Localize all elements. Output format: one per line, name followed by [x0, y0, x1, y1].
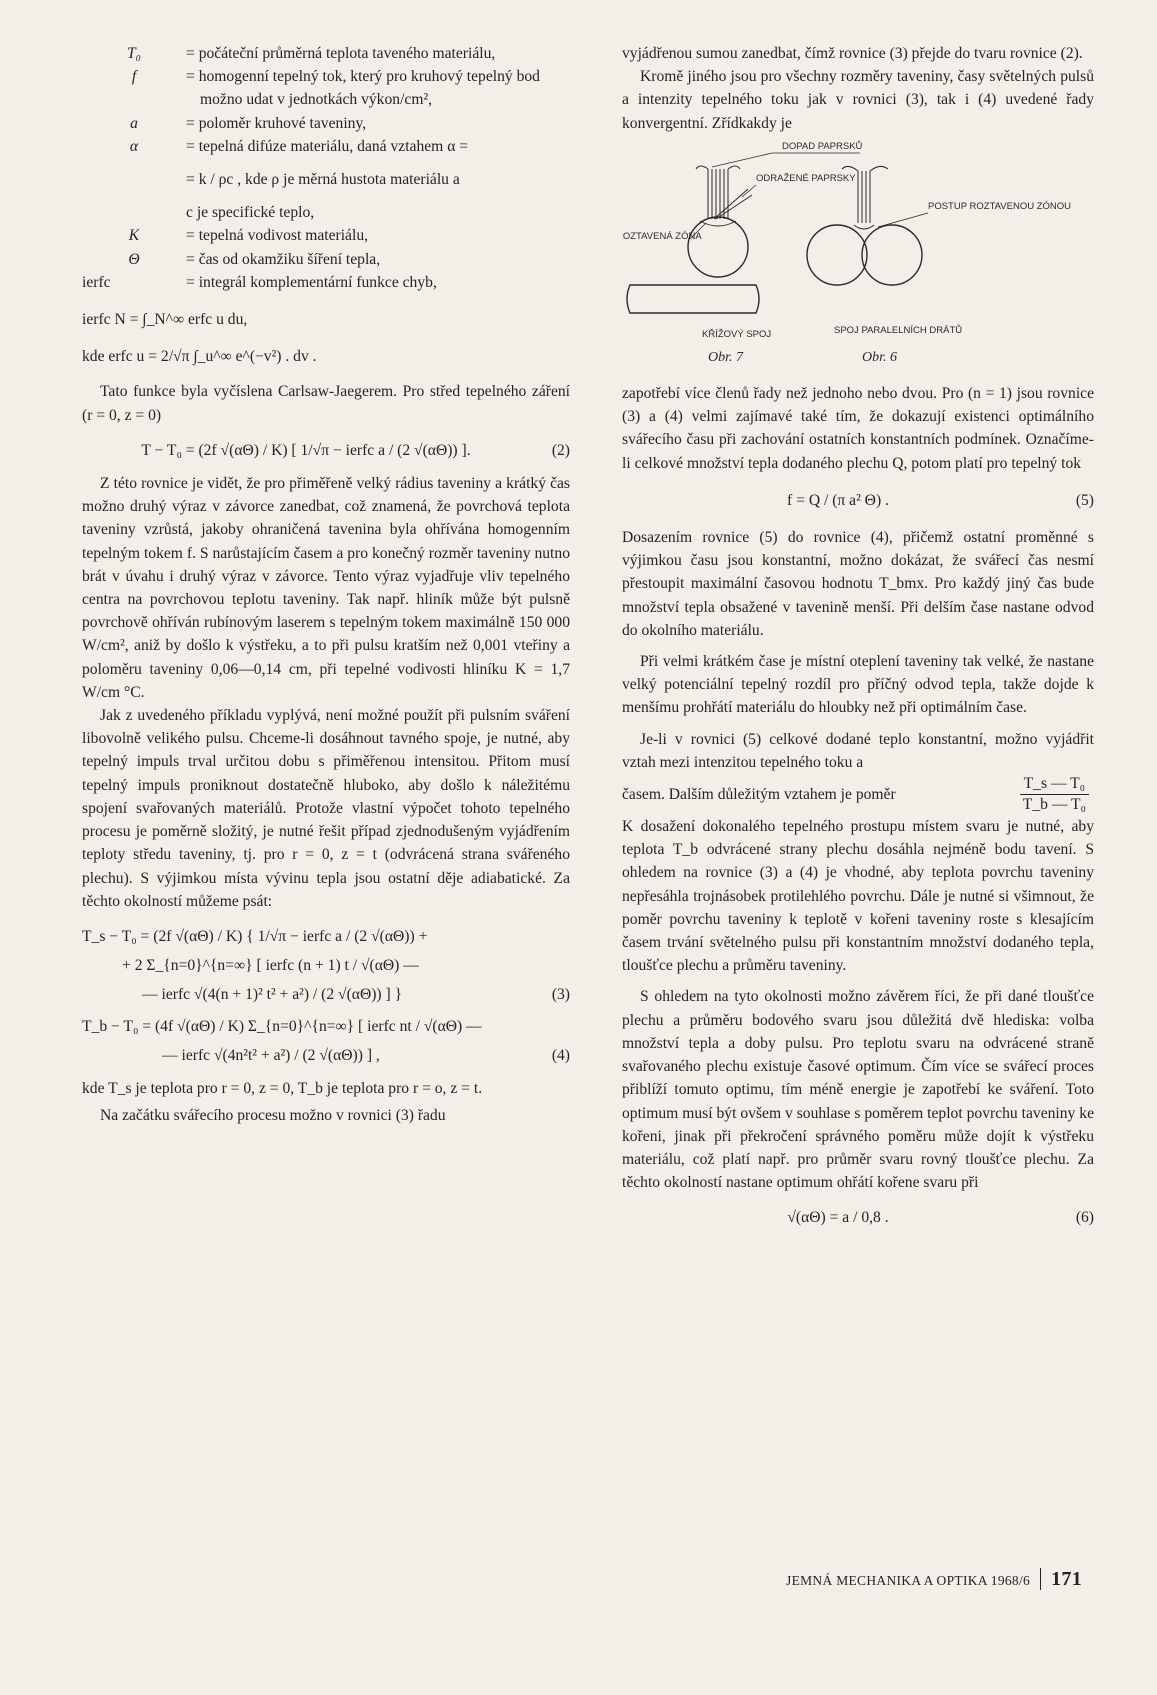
leader-postup — [878, 213, 928, 227]
definition-symbol — [82, 201, 186, 224]
definition-row — [82, 135, 570, 158]
right-column — [622, 42, 1094, 1230]
equation-4 — [82, 1015, 570, 1067]
paragraph-zapotrebi: zapotřebí více členů řady než jednoho nebo dvou. Pro (n = 1) jsou rovnice (3) a (4) velmi zajímavé také tím, že dokazují existenci optimálního svářecího času při zachování ostatních konstantních podmínek. Označíme-li celkové množství tepla dodaného plechu Q, potom platí pro tepelný tok — [622, 385, 1094, 472]
equation-5 — [622, 489, 1094, 512]
page-number: 171 — [1040, 1568, 1082, 1590]
paragraph-vyjadrenou-sumou: vyjádřenou sumou zanedbat, čímž rovnice (3) přejde do tvaru rovnice (2). — [622, 45, 1083, 62]
equation-3-line-1: T_s − T₀ = (2f √(αΘ) / K) { 1/√π − ierfc a / (2 √(αΘ)) + — [82, 927, 428, 945]
wire-left-section — [807, 225, 867, 285]
figure-cross-joint — [622, 166, 771, 365]
paragraph-jak-z-uvedeneho: Jak z uvedeného příkladu vyplývá, není možné použít při pulsním sváření libovolně velikého pulsu. Chceme-li dosáhnout tavného spoje, je nutné, aby tepelný impuls trval určitou dobu s přiměřenou intensitou. Přitom musí tepelný impuls proniknout dostatečně hluboko, aby došlo k náležitému spojení svařovaných materiálů. Protože vlastní výpočet tohoto tepelného procesu je poměrně složitý, je nutné řešit případ zjednodušeným vyjádřením teploty středu taveniny, tj. pro r = 0, z = t (odvrácená strana svářeného plechu). S výjimkou místa vývinu tepla jsou ostatní děje adiabatické. Za těchto okolností můžeme psát: — [82, 707, 570, 910]
equation-6-number: (6) — [1075, 1209, 1094, 1227]
paragraph-tato-funkce: Tato funkce byla vyčíslena Carlsaw-Jaegerem. Pro střed tepelného záření (r = 0, z = 0) — [82, 383, 570, 424]
equation-4-line-2: — ierfc √(4n²t² + a²) / (2 √(αΘ)) ] , — [162, 1046, 380, 1064]
definition-symbol: a — [130, 114, 138, 132]
equation-3-line — [82, 954, 570, 977]
paragraph-na-zacatku: Na začátku svářecího procesu možno v rovnici (3) řadu — [100, 1107, 446, 1125]
definition-row — [82, 168, 570, 191]
horizontal-wire — [627, 285, 759, 313]
definition-text: = integrál komplementární funkce chyb, — [186, 273, 437, 291]
label-spoj-paralelnich: SPOJ PARALELNÍCH DRÁTŮ — [834, 324, 963, 336]
equation-3-line-2: + 2 Σ_{n=0}^{n=∞} [ ierfc (n + 1) t / √(αΘ) — — [122, 957, 419, 975]
paragraph-je-li-continued: časem. Dalším důležitým vztahem je poměr — [622, 785, 896, 803]
paragraph-dosazenim: Dosazením rovnice (5) do rovnice (4), přičemž ostatní proměnné s výjimkou času jsou konstantní, možno dokázat, že svářecí čas nesmí přestoupit maximální časovou hodnotu T_bmx. Pro každý jiný čas bude množství tepla obsažené v tavenině menší. Při delším čase nastane odvod do okolního materiálu. — [622, 529, 1094, 639]
definition-text: = poloměr kruhové taveniny, — [186, 114, 367, 132]
definition-symbol: α — [129, 137, 139, 155]
label-postup: POSTUP ROZTAVENOU ZÓNOU — [928, 200, 1072, 212]
definition-row — [82, 65, 570, 111]
paragraph-krome-jineho: Kromě jiného jsou pro všechny rozměry taveniny, časy světelných pulsů a intenzity tepelného toku jak v rovnici (3), tak i (4) uvedené řady konvergentní. Zřídkakdy je — [622, 68, 1094, 132]
definition-symbol: T₀ — [126, 45, 142, 62]
definition-text: = homogenní tepelný tok, který pro kruhový tepelný bod možno udat v jednotkách výkon/cm², — [186, 68, 540, 109]
definition-row — [82, 112, 570, 135]
label-roztavena-zona: ROZTAVENÁ ZÓNA — [622, 230, 702, 242]
definition-row — [82, 201, 570, 224]
caption-obr-7: Obr. 7 — [708, 349, 744, 365]
label-dopad-paprsku: DOPAD PAPRSKŮ — [782, 140, 863, 152]
definition-row — [82, 248, 570, 271]
leader-incident-7 — [712, 153, 772, 167]
paragraph-kde-ts: kde T_s je teplota pro r = 0, z = 0, T_b je teplota pro r = o, z = t. — [82, 1079, 483, 1097]
ratio-numerator: T_s — T₀ — [1020, 774, 1089, 795]
equation-6-body: √(αΘ) = a / 0,8 . — [787, 1209, 889, 1227]
erfc-definition: kde erfc u = 2/√π ∫_u^∞ e^(−v²) . dv . — [82, 348, 317, 366]
equation-2-number: (2) — [551, 441, 570, 459]
equation-6 — [622, 1206, 1094, 1229]
definition-text: = tepelná difúze materiálu, daná vztahem α = — [186, 137, 469, 155]
molten-zone-6 — [854, 225, 874, 229]
definition-symbol: Θ — [128, 250, 140, 268]
equation-3 — [82, 925, 570, 1007]
equation-2 — [82, 439, 570, 462]
equation-4-number: (4) — [551, 1046, 570, 1064]
equation-5-number: (5) — [1075, 491, 1094, 509]
equation-3-line — [82, 983, 570, 1006]
definition-row — [82, 271, 570, 294]
label-krizovy-spoj: KŘÍŽOVÝ SPOJ — [702, 328, 772, 340]
equation-3-number: (3) — [551, 986, 570, 1004]
ratio-denominator: T_b — T₀ — [1022, 796, 1086, 814]
definition-text: = čas od okamžiku šíření tepla, — [186, 250, 381, 268]
page-footer — [722, 1568, 1082, 1592]
welding-figure — [622, 139, 1094, 369]
caption-obr-6: Obr. 6 — [862, 349, 898, 365]
ierfc-definition: ierfc N = ∫_N^∞ erfc u du, — [82, 311, 248, 329]
definition-text: = počáteční průměrná teplota taveného materiálu, — [186, 45, 496, 62]
equation-3-line — [82, 925, 570, 948]
paragraph-k-dosazeni: K dosažení dokonalého tepelného prostupu místem svaru je nutné, aby teplota T_b odvrácené strany plechu dosáhla nejméně bodu tavení. S ohledem na rovnice (3) a (4) je vhodné, aby teplota povrchu taveniny nepřesáhla trojnásobek protilehlého povrchu. Dále je nutné si všimnout, že poměr povrchu taveniny k teplotě v kořeni taveniny roste s klesajícím časem trvání světelného pulsu při konstantním množství dodaného tepla, tloušťce plechu a průměru taveniny. — [622, 818, 1094, 975]
equation-2-body: T − T₀ = (2f √(αΘ) / K) [ 1/√π − ierfc a / (2 √(αΘ)) ]. — [141, 441, 471, 459]
incident-beams-7 — [696, 166, 752, 219]
definition-text: = k / ρc , kde ρ je měrná hustota materiálu a — [186, 171, 460, 189]
definition-symbol: ierfc — [82, 273, 111, 291]
equation-4-line-1: T_b − T₀ = (4f √(αΘ) / K) Σ_{n=0}^{n=∞} [ ierfc nt / √(αΘ) — — [82, 1017, 482, 1035]
equation-4-line — [82, 1044, 570, 1067]
definition-symbol: K — [128, 227, 140, 245]
symbol-definitions — [82, 42, 570, 294]
equation-5-body: f = Q / (π a² Θ) . — [787, 491, 889, 509]
paragraph-je-li: Je-li v rovnici (5) celkové dodané teplo konstantní, možno vyjádřit vztah mezi intenzitou tepelného toku a — [622, 730, 1094, 771]
definition-symbol — [82, 168, 186, 191]
paragraph-z-teto-rovnice: Z této rovnice je vidět, že pro přiměřeně velký rádius taveniny a krátký čas možno druhý výraz v závorce zanedbat, což znamená, že povrchová teplota taveniny vzrůstá, jakoby ohraničená tavenina byla ohřívána homogenním tepelným tokem f. S narůstajícím časem a pro konečný rozměr taveniny nutno brát v úvahu i druhý výraz v závorce. Tento výraz vyjadřuje vliv tepelného centra na povrchovou teplotu taveniny. Tak např. hliník může být pulsně povrchově ohříván rubínovým laserem s tepelným tokem maximálně 150 000 W/cm², aniž by došlo k výstřeku, a to při pulsu kratším než 0,001 vteřiny a poloměru taveniny 0,06—0,14 cm, při tepelné vodivosti hliníku K = 1,7 W/cm °C. — [82, 475, 570, 701]
label-odrazene-paprsky: ODRAŽENÉ PAPRSKY — [756, 172, 856, 184]
definition-text: c je specifické teplo, — [186, 204, 315, 222]
paragraph-s-ohledem: S ohledem na tyto okolnosti možno závěrem říci, že při dané tloušťce plechu a průměru bodového svaru jsou důležitá dvě hlediska: volba množství tepla a doby pulsu. Pro teplotu svaru na odvrácené straně svařovaného plechu existuje časové optimum. Čím více se svářecí proces přiblíží tomuto optimu, tím méně energie je zapotřebí ke sváření. Toto optimum musí být ovšem v souhlase s poměrem teplot povrchu taveniny ke kořeni, jinak při překročení správného poměru může dojít k výstřeku materiálu, což platí např. pro průměr svaru rovný tloušťce plechu. Za těchto okolností nastane optimum ohřátí kořene svaru při — [622, 988, 1094, 1192]
definition-row — [82, 42, 570, 65]
definition-symbol: f — [131, 68, 137, 86]
paragraph-pri-velmi-kratkem: Při velmi krátkém čase je místní oteplení taveniny tak velké, že nastane velký potenciální tepelný rozdíl pro příčný odvod tepla, takže dojde k menšímu prohřátí materiálu do hloubky než při optimálním čase. — [622, 653, 1094, 717]
equation-3-line-3: — ierfc √(4(n + 1)² t² + a²) / (2 √(αΘ)) ] } — [142, 986, 403, 1004]
definition-text: = tepelná vodivost materiálu, — [186, 227, 369, 245]
leader-reflected — [742, 185, 756, 197]
equation-4-line — [82, 1015, 570, 1038]
journal-name: JEMNÁ MECHANIKA A OPTIKA 1968/6 — [786, 1573, 1031, 1588]
temperature-ratio — [1019, 774, 1090, 815]
wire-right-section — [862, 225, 922, 285]
ratio-line — [622, 774, 1094, 815]
definition-row — [82, 224, 570, 247]
left-column — [82, 42, 570, 1127]
